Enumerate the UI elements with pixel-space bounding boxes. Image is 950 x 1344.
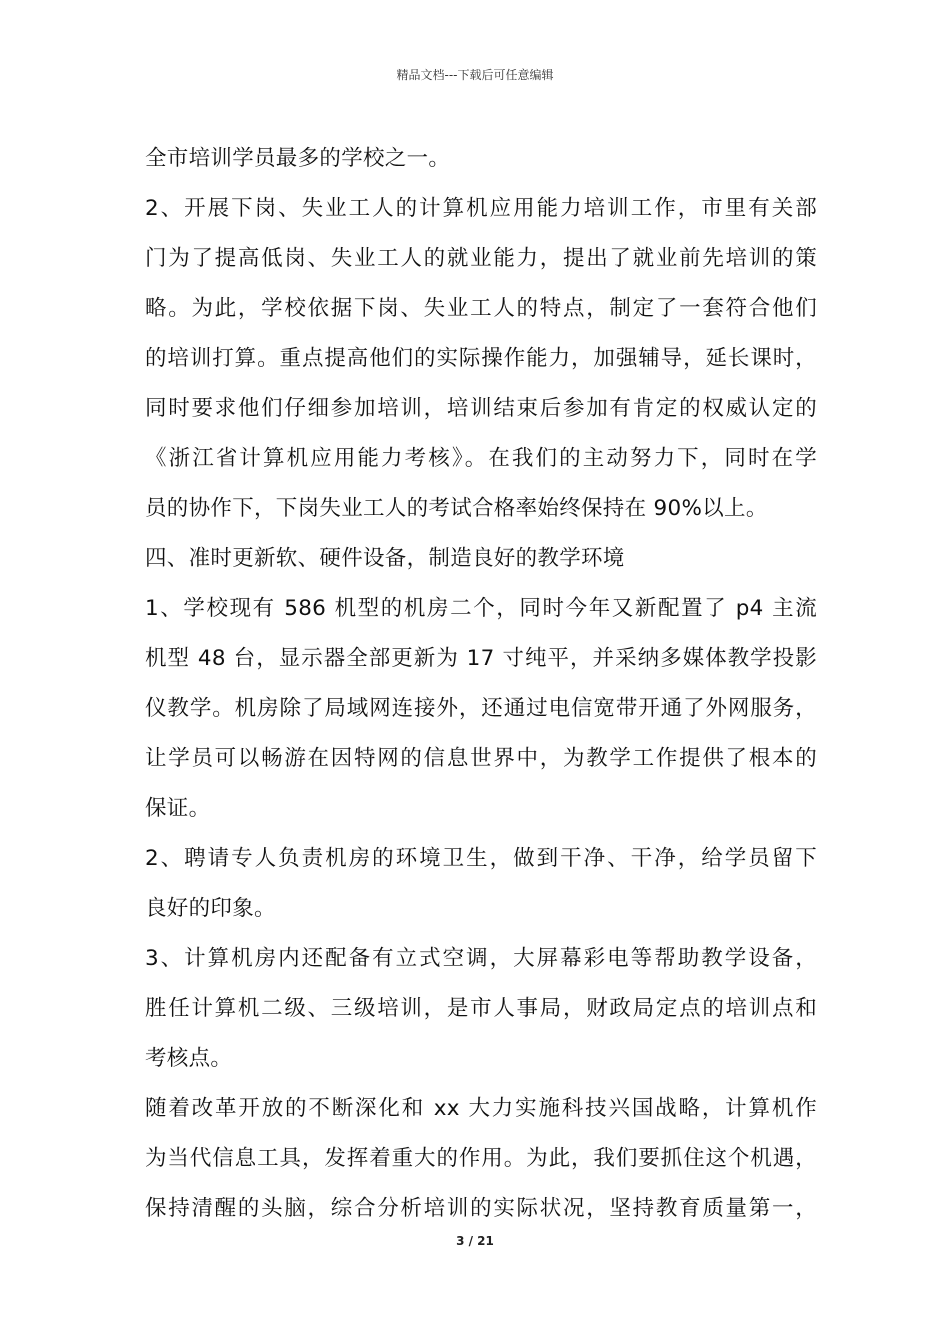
text-line: 《浙江省计算机应用能力考核》。在我们的主动努力下，同时在学 [145, 446, 817, 471]
text-line: 四、准时更新软、硬件设备，制造良好的教学环境 [145, 546, 625, 571]
text-line: 的培训打算。重点提高他们的实际操作能力，加强辅导，延长课时， [145, 346, 817, 371]
text-line: 让学员可以畅游在因特网的信息世界中，为教学工作提供了根本的 [145, 746, 817, 771]
page-number: 3 / 21 [456, 1234, 494, 1248]
text-line: 胜任计算机二级、三级培训，是市人事局，财政局定点的培训点和 [145, 996, 817, 1021]
text-line: 3、计算机房内还配备有立式空调，大屏幕彩电等帮助教学设备， [145, 946, 817, 971]
text-line: 员的协作下，下岗失业工人的考试合格率始终保持在 90%以上。 [145, 496, 768, 521]
text-line: 良好的印象。 [145, 896, 276, 921]
text-line: 2、聘请专人负责机房的环境卫生，做到干净、干净，给学员留下 [145, 846, 817, 871]
text-line: 保证。 [145, 796, 211, 821]
text-line: 随着改革开放的不断深化和 xx 大力实施科技兴国战略，计算机作 [145, 1096, 817, 1121]
text-line: 仪教学。机房除了局域网连接外，还通过电信宽带开通了外网服务， [145, 696, 817, 721]
text-line: 同时要求他们仔细参加培训，培训结束后参加有肯定的权威认定的 [145, 396, 817, 421]
document-body [145, 134, 817, 1234]
text-line: 略。为此，学校依据下岗、失业工人的特点，制定了一套符合他们 [145, 296, 817, 321]
text-line: 考核点。 [145, 1046, 233, 1071]
text-line: 1、学校现有 586 机型的机房二个，同时今年又新配置了 p4 主流 [145, 596, 817, 621]
text-line: 门为了提高低岗、失业工人的就业能力，提出了就业前先培训的策 [145, 246, 817, 271]
text-line: 保持清醒的头脑，综合分析培训的实际状况，坚持教育质量第一， [145, 1196, 817, 1221]
text-line: 为当代信息工具，发挥着重大的作用。为此，我们要抓住这个机遇， [145, 1146, 817, 1171]
text-line: 机型 48 台，显示器全部更新为 17 寸纯平，并采纳多媒体教学投影 [145, 646, 817, 671]
text-line: 全市培训学员最多的学校之一。 [145, 146, 451, 171]
text-line: 2、开展下岗、失业工人的计算机应用能力培训工作，市里有关部 [145, 196, 817, 221]
page-header: 精品文档---下载后可任意编辑 [396, 68, 554, 82]
